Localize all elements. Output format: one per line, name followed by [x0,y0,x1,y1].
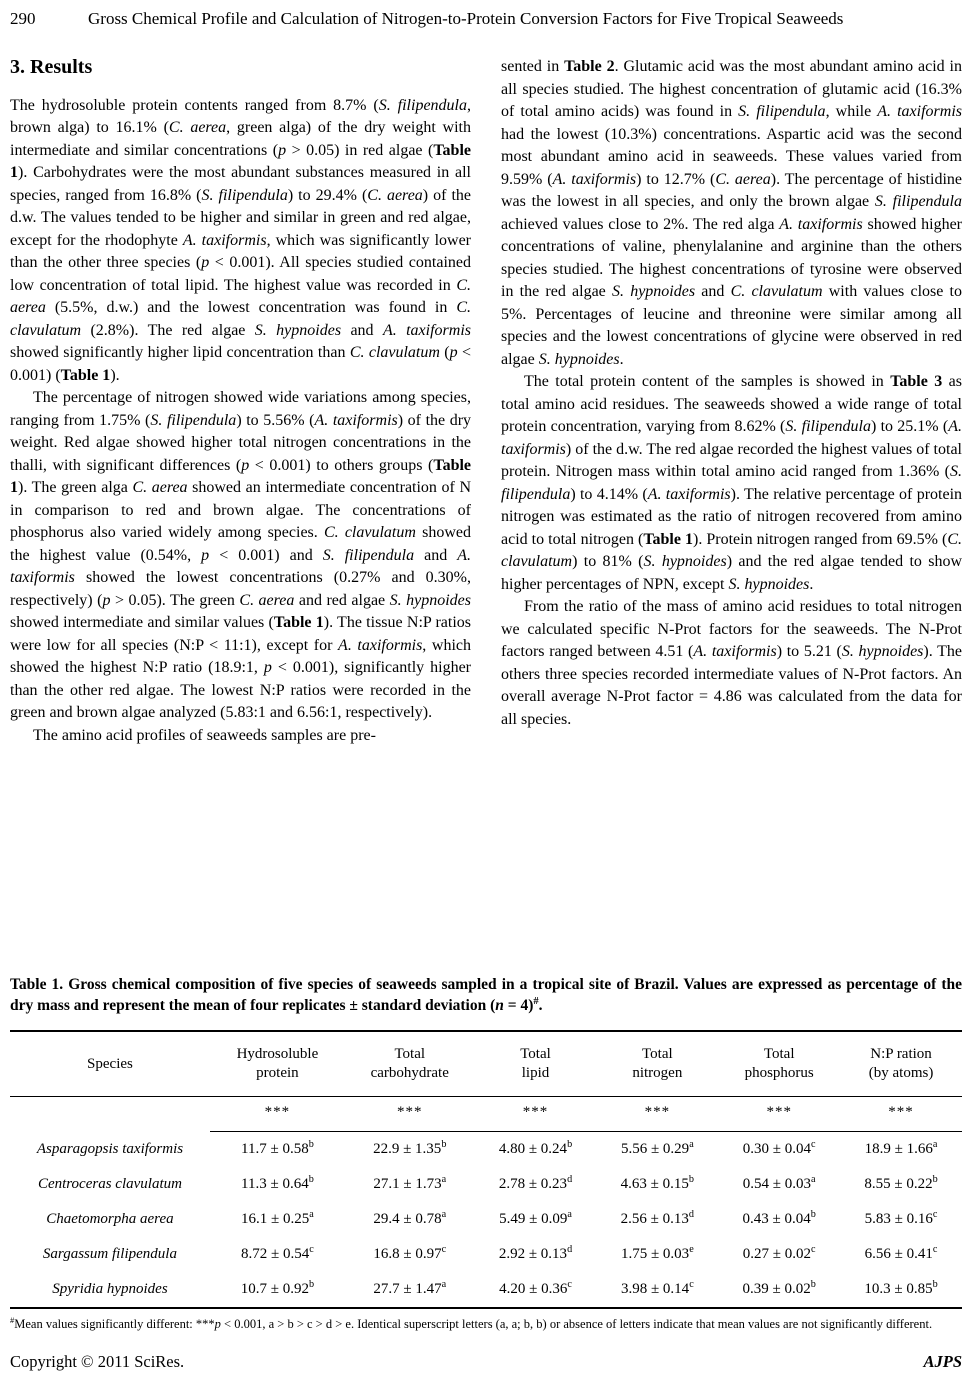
page-footer [10,1352,962,1372]
table1-row [10,1132,962,1168]
left-column-paragraphs [10,95,471,748]
table1-column-header: Total lipid [475,1031,597,1097]
table1-column-header: Total carbohydrate [345,1031,475,1097]
table1-column-header: Total phosphorus [718,1031,840,1097]
significance-cell: *** [840,1097,962,1132]
value-cell: 10.3 ± 0.85$^b$ [864,1279,938,1297]
body-paragraph: From the ratio of the mass of amino acid residues to total nitrogen we calculated specific N-Prot factors for the seaweeds. The N-Prot factors ranged between 4.51 (A. taxiformis) to 5.21 (S. hypnoides). The others three species recorded intermediate values of N-Prot factors. An overall average N-Prot factor = 4.86 was calculated from the data for all species. [501,598,962,728]
value-cell: 11.7 ± 0.58$^b$ [241,1139,314,1157]
table1-column-header: N:P ration (by atoms) [840,1031,962,1097]
value-cell: 27.1 ± 1.73$^a$ [373,1174,447,1192]
running-title: Gross Chemical Profile and Calculation of Nitrogen-to-Protein Conversion Factors for Five Tropical Seaweeds [88,9,844,28]
body-paragraph: sented in Table 2. Glutamic acid was the most abundant amino acid in all species studied. The highest concentration of glutamic acid (16.3% of total amino acids) was found in S. filipendula, while A. taxiformis had the lowest (10.3%) concentrations. Aspartic acid was the second most abundant amino acid in seaweeds. These values varied from 9.59% (A. taxiformis) to 12.7% (C. aerea). The percentage of histidine was the lowest in all species, and only the brown algae S. filipendula achieved values close to 2%. The red alga A. taxiformis showed higher concentrations of valine, phenylalanine and arginine than the others species studied. The highest concentrations of tyrosine were observed in the red algae S. hypnoides and C. clavulatum with values close to 5%. Percentages of leucine and threonine were similar among all species and the lowest concentrations of glycine were observed in red algae S. hypnoides. [501,58,962,368]
table1-head [10,1031,962,1097]
right-column-paragraphs [501,56,962,731]
value-cell: 6.56 ± 0.41$^c$ [864,1244,938,1262]
value-cell: 10.7 ± 0.92$^b$ [240,1279,315,1297]
copyright-text: Copyright © 2011 SciRes. [10,1352,185,1371]
value-cell: 4.80 ± 0.24$^b$ [498,1139,573,1157]
table1 [10,1030,962,1309]
table1-column-header: Hydrosoluble protein [210,1031,345,1097]
value-cell: 27.7 ± 1.47$^a$ [373,1279,447,1297]
table1-row [10,1237,962,1272]
value-cell: 2.56 ± 0.13$^d$ [620,1209,694,1227]
table1-significance-row [10,1097,962,1132]
body-paragraph: The hydrosoluble protein contents ranged from 8.7% (S. filipendula, brown alga) to 16.1% (C. aerea, green alga) of the dry weight with intermediate and similar concentrations (p > 0.05) in red algae (Table 1). Carbohydrates were the most abundant substances measured in all species, ranged from 16.8% (S. filipendula) to 29.4% (C. aerea) of the d.w. The values tended to be higher and similar in green and red algae, except for the rhodophyte A. taxiformis, which was significantly lower than the other three species (p < 0.001). All species studied contained low concentration of total lipid. The highest value was recorded in C. aerea (5.5%, d.w.) and the lowest concentration was found in C. clavulatum (2.8%). The red algae S. hypnoides and A. taxiformis showed significantly higher lipid concentration than C. clavulatum (p < 0.001) (Table 1). [10,96,472,384]
page-number: 290 [10,9,36,28]
value-cell: 4.20 ± 0.36$^c$ [499,1279,572,1297]
running-head [10,8,962,30]
journal-abbrev: AJPS [923,1352,962,1371]
value-cell: 8.72 ± 0.54$^c$ [241,1244,314,1262]
species-cell: Asparagopsis taxiformis [36,1140,184,1157]
value-cell: 5.49 ± 0.09$^a$ [499,1209,572,1227]
body-columns [10,56,962,966]
species-cell: Centroceras clavulatum [37,1176,182,1192]
body-paragraph: The percentage of nitrogen showed wide variations among species, ranging from 1.75% (S. filipendula) to 5.56% (A. taxiformis) of the dry weight. Red algae showed higher total nitrogen concentrations in the thalli, with significant differences (p < 0.001) to others groups (Table 1). The green alga C. aerea showed an intermediate concentration of N in comparison to red and brown algae. The concentrations of phosphorus also varied widely among species. C. clavulatum showed the highest value (0.54%, p < 0.001) and S. filipendula and A. taxiformis showed the lowest concentrations (0.27% and 0.30%, respectively) (p > 0.05). The green C. aerea and red algae S. hypnoides showed intermediate and similar values (Table 1). The tissue N:P ratios were low for all species (N:P < 11:1), except for A. taxiformis, which showed the highest N:P ratio (18.9:1, p < 0.001), significantly higher than the other red algae. The lowest N:P ratios were recorded in the green and brown algae analyzed (5.83:1 and 6.56:1, respectively). [10,389,472,721]
value-cell: 0.30 ± 0.04$^c$ [742,1139,816,1157]
table1-column-header: Species [10,1031,210,1097]
significance-cell: *** [475,1097,597,1132]
significance-cell: *** [596,1097,718,1132]
value-cell: 11.3 ± 0.64$^b$ [241,1174,314,1192]
value-cell: 16.8 ± 0.97$^c$ [373,1244,447,1262]
value-cell: 29.4 ± 0.78$^a$ [373,1209,447,1227]
table1-row [10,1272,962,1308]
table1-footnote: #Mean values significantly different: ***p < 0.001, a > b > c > d > e. Identical superscript letters (a, a; b, b) or absence of letters indicate that mean values are not significantly different. [10,1314,933,1331]
value-cell: 0.43 ± 0.04$^b$ [742,1209,816,1227]
body-paragraph: The total protein content of the samples is showed in Table 3 as total amino acid residues. The seaweeds showed a wide range of total protein concentration, varying from 8.62% (S. filipendula) to 25.1% (A. taxiformis) of the d.w. The red algae recorded the highest values of total protein. Nitrogen mass within total amino acid ranged from 1.36% (S. filipendula) to 4.14% (A. taxiformis). The relative percentage of protein nitrogen was estimated as the ratio of nitrogen recovered from amino acid to total nitrogen (Table 1). Protein nitrogen ranged from 69.5% (C. clavulatum) to 81% (S. hypnoides) and the red algae tended to show higher percentages of NPN, except S. hypnoides. [501,373,962,593]
table1-header-row [10,1031,962,1097]
value-cell: 0.27 ± 0.02$^c$ [742,1244,816,1262]
results-heading: 3. Results [10,56,93,78]
table1-caption: Table 1. Gross chemical composition of five species of seaweeds sampled in a tropical site of Brazil. Values are expressed as percentage of the dry mass and represent the mean of four replicates ± standard deviation (n = 4)#. [10,976,962,1014]
value-cell: 8.55 ± 0.22$^b$ [864,1174,938,1192]
body-paragraph: The amino acid profiles of seaweeds samples are pre- [33,726,376,744]
significance-cell: *** [345,1097,475,1132]
value-cell: 0.54 ± 0.03$^a$ [742,1174,816,1192]
table1-body [10,1132,962,1309]
significance-cell: *** [718,1097,840,1132]
value-cell: 3.98 ± 0.14$^c$ [620,1279,694,1297]
value-cell: 0.39 ± 0.02$^b$ [742,1279,816,1297]
value-cell: 4.63 ± 0.15$^b$ [620,1174,694,1192]
right-column [501,56,962,966]
left-column [10,56,471,966]
species-cell: Chaetomorpha aerea [46,1211,174,1227]
species-cell: Sargassum filipendula [42,1246,177,1262]
value-cell: 18.9 ± 1.66$^a$ [864,1139,938,1157]
value-cell: 5.83 ± 0.16$^c$ [864,1209,938,1227]
value-cell: 2.92 ± 0.13$^d$ [498,1244,573,1262]
significance-cell: *** [210,1097,345,1132]
value-cell: 5.56 ± 0.29$^a$ [620,1139,694,1157]
value-cell: 16.1 ± 0.25$^a$ [241,1209,314,1227]
species-cell: Spyridia hypnoides [52,1281,168,1297]
significance-empty-cell [10,1097,210,1132]
value-cell: 2.78 ± 0.23$^d$ [498,1174,573,1192]
table1-row [10,1167,962,1202]
table1-column-header: Total nitrogen [596,1031,718,1097]
value-cell: 22.9 ± 1.35$^b$ [373,1139,447,1157]
value-cell: 1.75 ± 0.03$^e$ [620,1244,694,1262]
table1-row [10,1202,962,1237]
